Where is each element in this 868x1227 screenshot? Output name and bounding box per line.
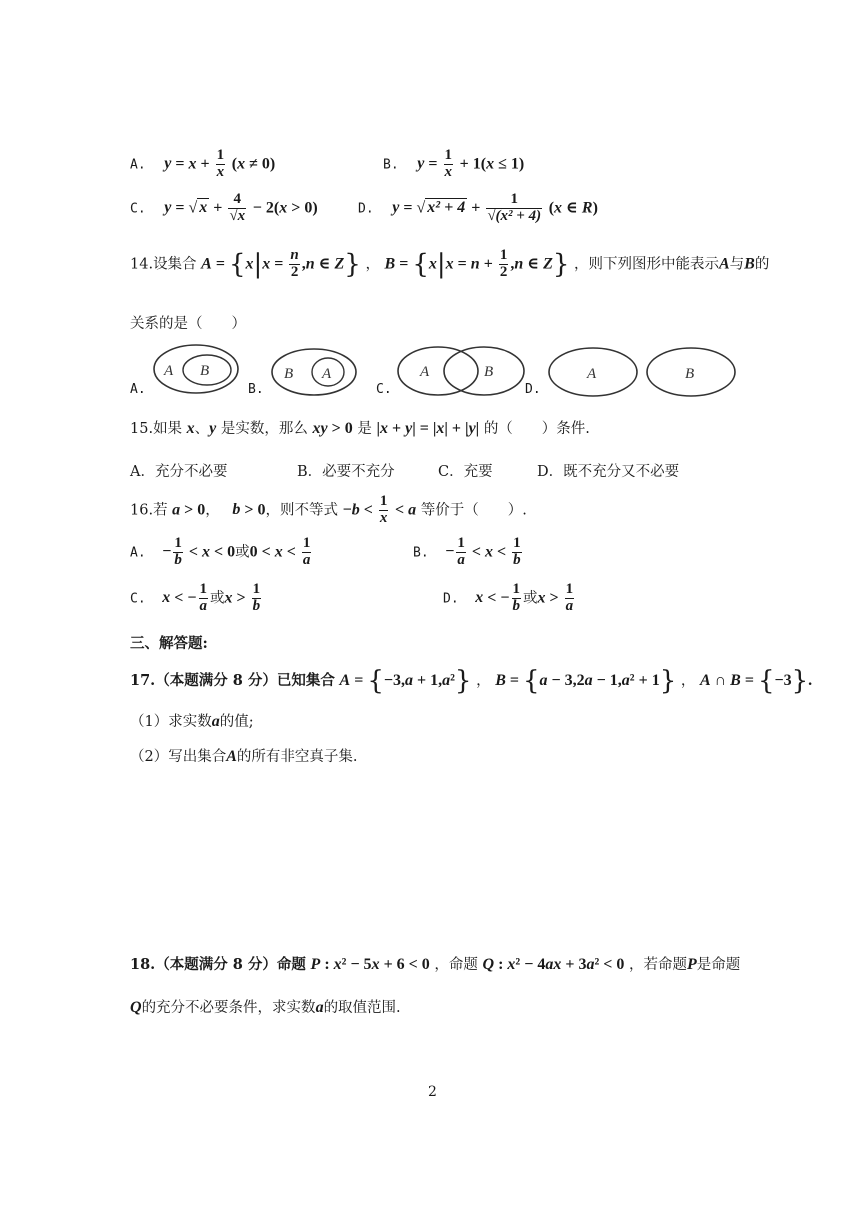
q15-option-d: D．既不充分又不必要 bbox=[537, 464, 680, 480]
q14-b-letter: B bbox=[744, 255, 755, 273]
section-title: 三、解答题: bbox=[130, 635, 208, 652]
q15-option-b: B．必要不充分 bbox=[297, 464, 395, 480]
q17-sub1-tail: 的值; bbox=[219, 714, 254, 730]
q14-option-a-label: A. bbox=[130, 382, 146, 397]
venn-d-left-letter: A bbox=[587, 366, 597, 382]
q14-intro: 设集合 bbox=[153, 256, 197, 273]
q14-a-letter: A bbox=[719, 255, 730, 273]
q17-sub2-tail: 的所有非空真子集. bbox=[236, 749, 358, 765]
q17-stem: 17.（本题满分 8 分）已知集合 A = {−3,a + 1,a²} ， B = {a − 3,2a − 1,a² + 1} ， A ∩ B = {−3}. bbox=[130, 666, 813, 696]
q13-option-d: D. y = √ x² + 4 + $\frac{1}{\text{√(x² + 4)}}$ (x ∈ R) bbox=[358, 191, 598, 224]
venn-c-right-letter: B bbox=[484, 364, 494, 380]
q13-option-a-label: A. bbox=[130, 157, 146, 173]
q18-mid: ，命题 bbox=[434, 957, 478, 973]
q16-option-a-label: A. bbox=[130, 545, 146, 561]
q16-or-d: 或 bbox=[523, 590, 538, 607]
q15-text3: 是 bbox=[357, 421, 372, 437]
q16-or-c: 或 bbox=[210, 590, 225, 607]
q14-stem-line2: 关系的是（ ） bbox=[130, 316, 246, 332]
q16-option-d-label: D. bbox=[443, 591, 459, 607]
q16-text4: 等价于（ ）. bbox=[420, 502, 527, 519]
venn-b-outer-letter: B bbox=[284, 366, 294, 382]
q18-line2-text: 的充分不必要条件，求实数 bbox=[141, 1000, 316, 1016]
q16-option-c: C. x < − $\frac{1}{a}$ 或x > $\frac{1}{b}$ bbox=[130, 581, 261, 614]
q14-venn-b bbox=[270, 347, 358, 397]
venn-c-left-letter: A bbox=[420, 364, 430, 380]
q14-de: 的 bbox=[754, 256, 770, 273]
q15-text4: 的（ ）条件. bbox=[483, 421, 590, 437]
q14-venn-c bbox=[396, 345, 528, 397]
q13-option-c-label: C. bbox=[130, 201, 146, 217]
q15-stem: 15.如果 x、y 是实数，那么 xy > 0 是 |x + y| = |x| + |y| 的（ ）条件. bbox=[130, 420, 590, 437]
q14-venn-a bbox=[152, 343, 242, 395]
q16-text1: 若 bbox=[153, 502, 168, 519]
q15-number: 15. bbox=[130, 421, 154, 437]
q17-sub2-text: （2）写出集合 bbox=[130, 749, 227, 765]
venn-b-inner-letter: A bbox=[322, 366, 332, 382]
q17-sub1: （1）求实数a的值; bbox=[130, 713, 254, 730]
q13-option-b: B. y = $\frac{1}{x}$ + 1(x ≤ 1) bbox=[383, 147, 525, 180]
q14-option-d-label: D. bbox=[525, 382, 541, 397]
q14-with: 与 bbox=[729, 256, 745, 273]
q13-option-b-label: B. bbox=[383, 157, 399, 173]
q14-venn-d-right bbox=[644, 346, 738, 398]
q16-text2: ， bbox=[205, 502, 220, 519]
q14-venn-d-left bbox=[546, 346, 640, 398]
q17-comma2: ， bbox=[680, 673, 696, 689]
q15-sep: 、 bbox=[194, 421, 210, 437]
q18-line2: Q的充分不必要条件，求实数a的取值范围. bbox=[130, 999, 401, 1016]
q18-tail: ，若命题 bbox=[628, 957, 687, 973]
q15-text1: 如果 bbox=[153, 421, 183, 437]
q15-option-c: C．充要 bbox=[438, 464, 493, 480]
page-number: 2 bbox=[428, 1084, 437, 1100]
venn-a-inner-letter: B bbox=[200, 363, 210, 379]
q18-line2-tail: 的取值范围. bbox=[323, 1000, 401, 1016]
q18-tail2: 是命题 bbox=[696, 957, 741, 973]
q14-comma: ， bbox=[365, 256, 380, 273]
q14-tail: ，则下列图形中能表示 bbox=[574, 256, 719, 273]
q17-head: 17.（本题满分 8 分）已知集合 bbox=[130, 672, 335, 689]
q16-option-b: B. − $\frac{1}{a}$ < x < $\frac{1}{b}$ bbox=[413, 535, 521, 568]
q14-stem: 14.设集合 A = {x|x = $\frac{n}{2}$ ,n ∈ Z} ， B = {x|x = n + $\frac{1}{2}$ ,n ∈ Z} ，则下列图形中能表示A与B的 bbox=[130, 247, 770, 280]
q16-option-a: A. − $\frac{1}{b}$ < x < 0或0 < x < $\frac{1}{a}$ bbox=[130, 535, 311, 568]
q15-option-a: A．充分不必要 bbox=[130, 464, 228, 480]
q14-number: 14. bbox=[130, 256, 154, 273]
q17-comma1: ， bbox=[476, 673, 491, 689]
q14-option-c-label: C. bbox=[376, 382, 392, 397]
q18-head: 18.（本题满分 8 分）命题 bbox=[130, 956, 306, 973]
q17-sub2: （2）写出集合A的所有非空真子集. bbox=[130, 748, 358, 765]
venn-a-outer-letter: A bbox=[164, 363, 174, 379]
venn-d-right-letter: B bbox=[685, 366, 695, 382]
q14-option-b-label: B. bbox=[248, 382, 264, 397]
q13-option-a: A. y = x + $\frac{1}{x}$ (x ≠ 0) bbox=[130, 147, 276, 180]
q13-option-d-label: D. bbox=[358, 201, 374, 217]
q16-option-c-label: C. bbox=[130, 591, 146, 607]
q16-option-d: D. x < − $\frac{1}{b}$ 或x > $\frac{1}{a}$ bbox=[443, 581, 574, 614]
q16-number: 16. bbox=[130, 502, 154, 519]
q16-option-b-label: B. bbox=[413, 545, 429, 561]
q16-or-a: 或 bbox=[235, 544, 250, 561]
q17-sub1-text: （1）求实数 bbox=[130, 714, 212, 730]
q15-text2: 是实数，那么 bbox=[220, 421, 308, 437]
q16-stem: 16.若 a > 0， b > 0，则不等式 −b < $\frac{1}{x}$ < a 等价于（ ）. bbox=[130, 493, 527, 526]
q16-text3: ，则不等式 bbox=[265, 502, 339, 519]
q18-stem: 18.（本题满分 8 分）命题 P : x² − 5x + 6 < 0 ，命题 Q : x² − 4ax + 3a² < 0 ，若命题P是命题 bbox=[130, 956, 741, 973]
q13-option-c: C. y = √ x + $\frac{4}{√x}$ − 2(x > 0) bbox=[130, 191, 318, 224]
